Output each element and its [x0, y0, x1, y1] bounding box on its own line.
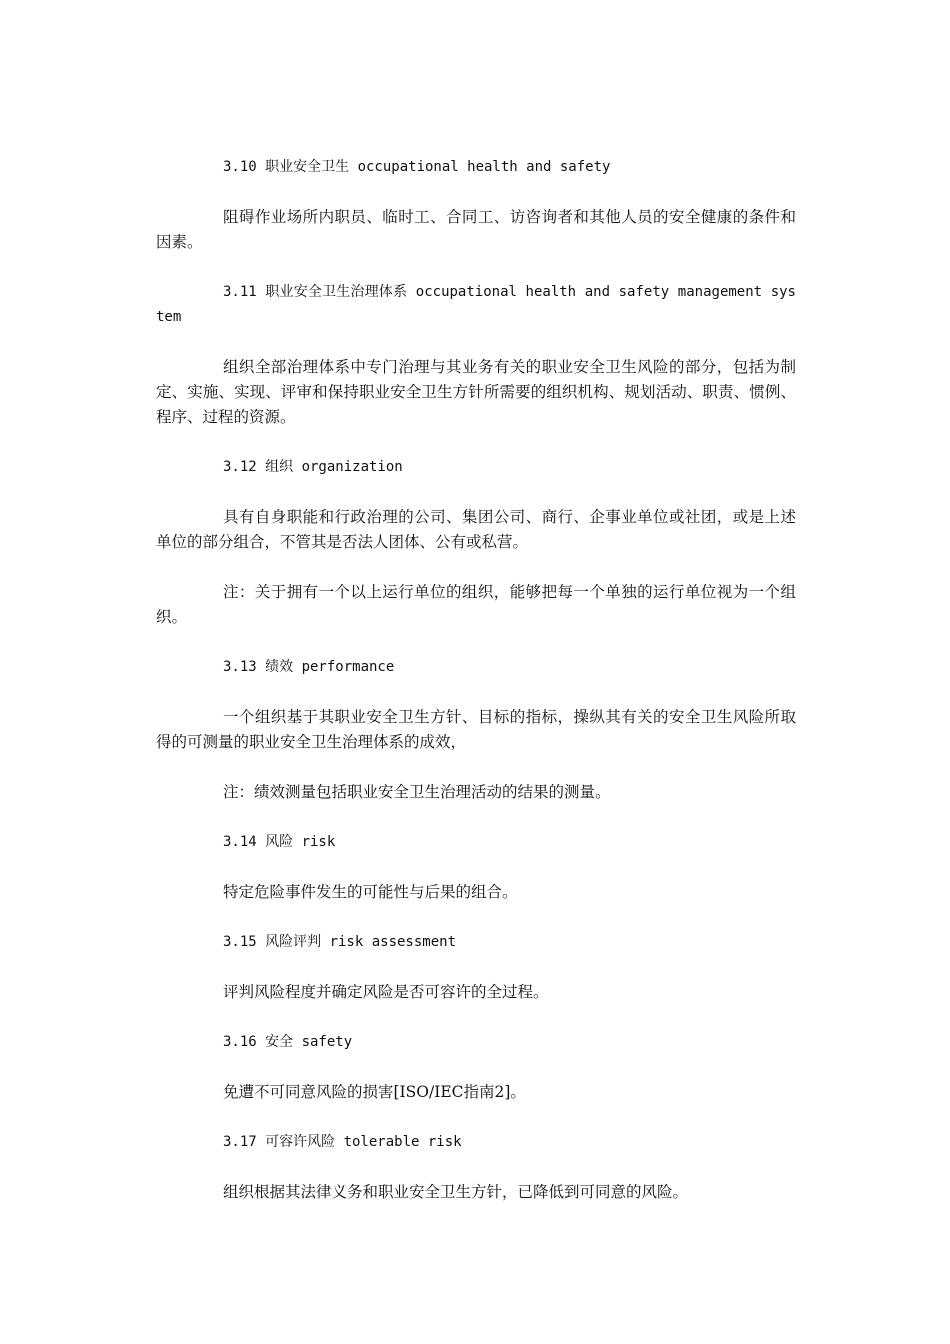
section-heading-3-15: 3.15 风险评判 risk assessment	[223, 934, 457, 950]
section-body-3-17: 组织根据其法律义务和职业安全卫生方针，已降低到可同意的风险。	[223, 1183, 689, 1201]
section-body-3-11: 组织全部治理体系中专门治理与其业务有关的职业安全卫生风险的部分，包括为制定、实施、实现、评审和保持职业安全卫生方针所需要的组织机构、规划活动、职责、惯例、程序、过程的资源。	[156, 358, 796, 426]
section-heading-3-12: 3.12 组织 organization	[223, 459, 403, 475]
section-heading-3-11: 3.11 职业安全卫生治理体系 occupational health and safety management system	[156, 284, 796, 325]
document-content	[156, 155, 796, 1230]
section-note-3-12: 注：关于拥有一个以上运行单位的组织，能够把每一个单独的运行单位视为一个组织。	[156, 583, 796, 626]
section-heading-3-14: 3.14 风险 risk	[223, 834, 336, 850]
section-body-3-12: 具有自身职能和行政治理的公司、集团公司、商行、企事业单位或社团，或是上述单位的部分组合，不管其是否法人团体、公有或私营。	[156, 508, 796, 551]
section-body-3-15: 评判风险程度并确定风险是否可容许的全过程。	[223, 983, 549, 1001]
section-heading-3-16: 3.16 安全 safety	[223, 1034, 353, 1050]
section-heading-3-17: 3.17 可容许风险 tolerable risk	[223, 1134, 462, 1150]
section-note-3-13: 注：绩效测量包括职业安全卫生治理活动的结果的测量。	[223, 783, 611, 801]
section-body-3-16: 免遭不可同意风险的损害[ISO/IEC指南2]。	[223, 1083, 526, 1101]
section-heading-3-13: 3.13 绩效 performance	[223, 659, 395, 675]
section-body-3-14: 特定危险事件发生的可能性与后果的组合。	[223, 883, 518, 901]
section-heading-3-10: 3.10 职业安全卫生 occupational health and safety	[223, 159, 611, 175]
section-body-3-10: 阻碍作业场所内职员、临时工、合同工、访咨询者和其他人员的安全健康的条件和因素。	[156, 208, 796, 251]
section-body-3-13: 一个组织基于其职业安全卫生方针、目标的指标，操纵其有关的安全卫生风险所取得的可测量的职业安全卫生治理体系的成效，	[156, 708, 796, 751]
